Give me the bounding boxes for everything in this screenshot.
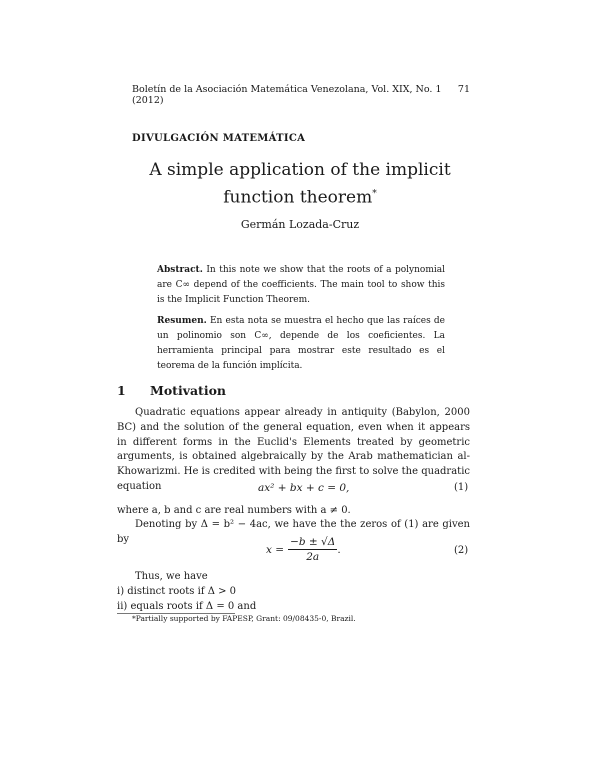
journal-name: Boletín de la Asociación Matemática Venezolana, Vol. XIX, No. 1 (2012) [132, 84, 442, 106]
equation-2-numerator: −b ± √Δ [290, 536, 336, 548]
equation-2-denominator: 2a [306, 551, 320, 563]
abstract-label: Abstract. [157, 265, 203, 275]
equation-2-fraction [288, 536, 337, 563]
section-title: Motivation [150, 383, 227, 398]
equation-1-number: (1) [454, 482, 469, 493]
section-label: DIVULGACIÓN MATEMÁTICA [132, 133, 306, 144]
footnote: *Partially supported by FAPESP, Grant: 09/08435-0, Brazil. [132, 614, 356, 623]
paper-title [120, 158, 480, 210]
equation-2-number: (2) [454, 545, 469, 556]
running-header [132, 84, 470, 106]
paragraph-4: Thus, we have [135, 571, 208, 582]
title-footnote-mark: * [372, 189, 377, 199]
abstract-text: In this note we show that the roots of a polynomial are C∞ depend of the coefficients. The main tool to show this is the Implicit Function Theorem. [157, 265, 445, 305]
equation-2: x = $\frac{-b \pm √\Delta}{2a}$ . [266, 536, 341, 563]
resumen-text: En esta nota se muestra el hecho que las raíces de un polinomio son C∞, depende de los coeficientes. La herramienta principal para mostrar este resultado es el teorema de la función implícita. [157, 316, 445, 371]
paragraph-3: Denoting by Δ = b² − 4ac, we have the the zeros of (1) are given by [117, 519, 470, 545]
paragraph-1: Quadratic equations appear already in antiquity (Babylon, 2000 BC) and the solution of the general equation, even when it appears in different forms in the Euclid's Elements treated by geometric arguments, is obtained algebraically by the Arab mathematician al-Khowarizmi. He is credited with being the first to solve the quadratic equation [117, 407, 470, 492]
equation-2-lhs: x = [266, 543, 285, 556]
paragraph-2: where a, b and c are real numbers with a ≠ 0. [117, 505, 351, 516]
author: Germán Lozada-Cruz [240, 218, 360, 231]
section-number: 1 [117, 383, 126, 398]
resumen [157, 314, 445, 374]
section-heading [117, 383, 226, 398]
resumen-label: Resumen. [157, 316, 207, 326]
abstract [157, 263, 445, 308]
list-item: ii) equals roots if Δ = 0 and [117, 601, 257, 612]
equation-1: ax² + bx + c = 0, [258, 482, 350, 494]
title-text: A simple application of the implicit function theorem [149, 160, 451, 208]
page-number: 71 [457, 84, 470, 95]
list-item: i) distinct roots if Δ > 0 [117, 586, 237, 597]
